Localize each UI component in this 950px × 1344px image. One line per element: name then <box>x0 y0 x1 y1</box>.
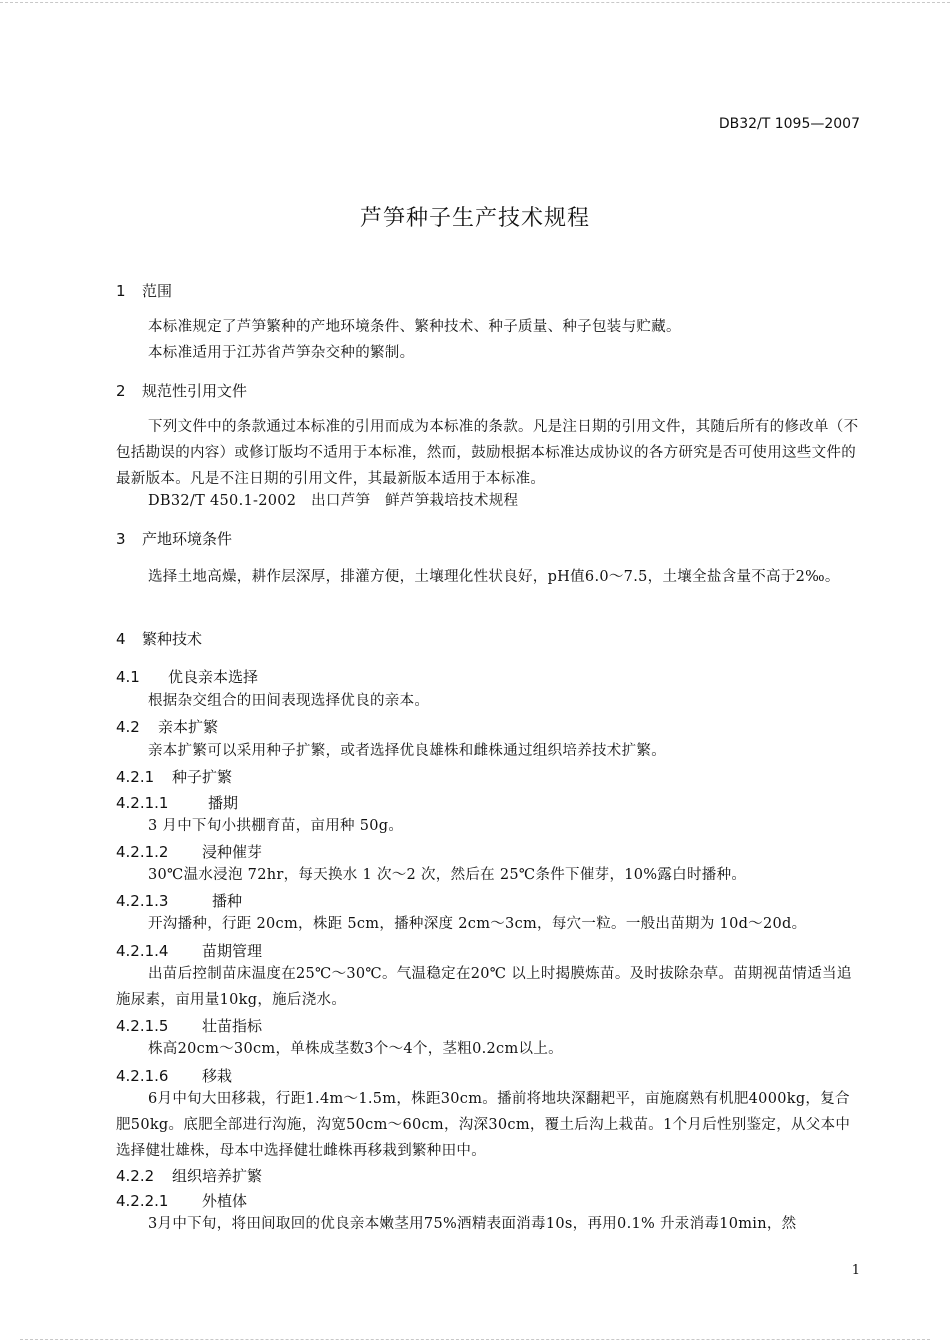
section-4-2-1-2-text: 30℃温水浸泡 72hr，每天换水 1 次～2 次，然后在 25℃条件下催芽，10%露白时播种。 <box>148 867 747 883</box>
section-title: 播种 <box>212 892 243 910</box>
top-edge-line <box>0 2 950 3</box>
section-1-heading <box>116 280 172 301</box>
section-3-paragraph-1: 选择土地高燥，耕作层深厚，排灌方便，土壤理化性状良好，pH值6.0～7.5，土壤全盐含量不高于2‰。 <box>148 569 840 585</box>
section-4-2-1-6-heading <box>116 1065 232 1086</box>
section-number: 4.2.1.5 <box>116 1017 169 1035</box>
section-number: 4.2.1.3 <box>116 892 169 910</box>
section-title: 外植体 <box>202 1192 248 1210</box>
section-2-reference: DB32/T 450.1-2002 出口芦笋 鲜芦笋栽培技术规程 <box>148 493 519 509</box>
page-title: 芦笋种子生产技术规程 <box>359 206 590 231</box>
section-4-2-1-5-heading <box>116 1015 262 1036</box>
section-2-heading <box>116 380 247 401</box>
section-title: 亲本扩繁 <box>158 718 219 736</box>
section-number: 1 <box>116 282 126 300</box>
section-4-2-1-2-heading <box>116 841 262 862</box>
section-number: 4.2.1.1 <box>116 794 169 812</box>
section-4-2-1-4-heading <box>116 940 262 961</box>
section-number: 4.2.2 <box>116 1167 155 1185</box>
section-title: 产地环境条件 <box>142 530 233 548</box>
section-number: 4.2.2.1 <box>116 1192 169 1210</box>
section-title: 苗期管理 <box>202 942 263 960</box>
section-number: 4.2.1.2 <box>116 843 169 861</box>
section-title: 壮苗指标 <box>202 1017 263 1035</box>
section-title: 优良亲本选择 <box>168 668 259 686</box>
section-4-2-1-4-text: 出苗后控制苗床温度在25℃～30℃。气温稳定在20℃ 以上时揭膜炼苗。及时拔除杂草。苗期视苗情适当追施尿素，亩用量10kg，施后浇水。 <box>116 966 852 1008</box>
section-number: 4.2 <box>116 718 140 736</box>
section-4-1-heading <box>116 666 258 687</box>
section-4-2-1-1-heading <box>116 792 238 813</box>
section-4-2-2-1-text: 3月中下旬，将田间取回的优良亲本嫩茎用75%酒精表面消毒10s，再用0.1% 升汞消毒10min，然 <box>148 1216 797 1232</box>
section-number: 4.2.1.6 <box>116 1067 169 1085</box>
section-title: 播期 <box>208 794 239 812</box>
section-4-2-1-5-text: 株高20cm～30cm，单株成茎数3个～4个，茎粗0.2cm以上。 <box>148 1041 563 1057</box>
section-number: 2 <box>116 382 126 400</box>
section-title: 规范性引用文件 <box>142 382 248 400</box>
section-title: 组织培养扩繁 <box>172 1167 263 1185</box>
section-number: 4.2.1.4 <box>116 942 169 960</box>
section-number: 4.1 <box>116 668 140 686</box>
document-number: DB32/T 1095—2007 <box>718 116 860 132</box>
section-number: 4 <box>116 630 126 648</box>
section-2-paragraph-1: 下列文件中的条款通过本标准的引用而成为本标准的条款。凡是注日期的引用文件，其随后所有的修改单（不包括勘误的内容）或修订版均不适用于本标准，然而，鼓励根据本标准达成协议的各方研究是否可使用这些文件的最新版本。凡是不注日期的引用文件，其最新版本适用于本标准。 <box>116 419 859 487</box>
section-title: 种子扩繁 <box>172 768 233 786</box>
section-4-heading <box>116 628 202 649</box>
section-4-2-1-3-text: 开沟播种，行距 20cm，株距 5cm，播种深度 2cm～3cm，每穴一粒。一般出苗期为 10d～20d。 <box>148 916 807 932</box>
section-1-paragraph-1: 本标准规定了芦笋繁种的产地环境条件、繁种技术、种子质量、种子包装与贮藏。 <box>148 319 681 335</box>
section-4-1-text: 根据杂交组合的田间表现选择优良的亲本。 <box>148 693 430 709</box>
section-1-paragraph-2: 本标准适用于江苏省芦笋杂交种的繁制。 <box>148 345 415 361</box>
section-title: 移栽 <box>202 1067 233 1085</box>
section-3-heading <box>116 528 232 549</box>
section-4-2-1-3-heading <box>116 890 242 911</box>
section-number: 3 <box>116 530 126 548</box>
section-number: 4.2.1 <box>116 768 155 786</box>
section-title: 繁种技术 <box>142 630 203 648</box>
section-4-2-2-1-heading <box>116 1190 247 1211</box>
section-title: 浸种催芽 <box>202 843 263 861</box>
section-4-2-1-6-text: 6月中旬大田移栽，行距1.4m～1.5m，株距30cm。播前将地块深翻耙平，亩施腐熟有机肥4000kg，复合肥50kg。底肥全部进行沟施，沟宽50cm～60cm，沟深30cm，覆土后沟上栽苗。1个月后性别鉴定，从父本中选择健壮雄株，母本中选择健壮雌株再移栽到繁种田中。 <box>116 1091 851 1159</box>
section-4-2-2-heading <box>116 1165 262 1186</box>
section-4-2-text: 亲本扩繁可以采用种子扩繁，或者选择优良雄株和雌株通过组织培养技术扩繁。 <box>148 743 666 759</box>
section-4-2-heading <box>116 716 218 737</box>
section-title: 范围 <box>142 282 173 300</box>
section-4-2-1-1-text: 3 月中下旬小拱棚育苗，亩用种 50g。 <box>148 818 404 834</box>
bottom-edge-line <box>20 1339 930 1340</box>
section-4-2-1-heading <box>116 766 232 787</box>
page-number: 1 <box>851 1263 860 1278</box>
